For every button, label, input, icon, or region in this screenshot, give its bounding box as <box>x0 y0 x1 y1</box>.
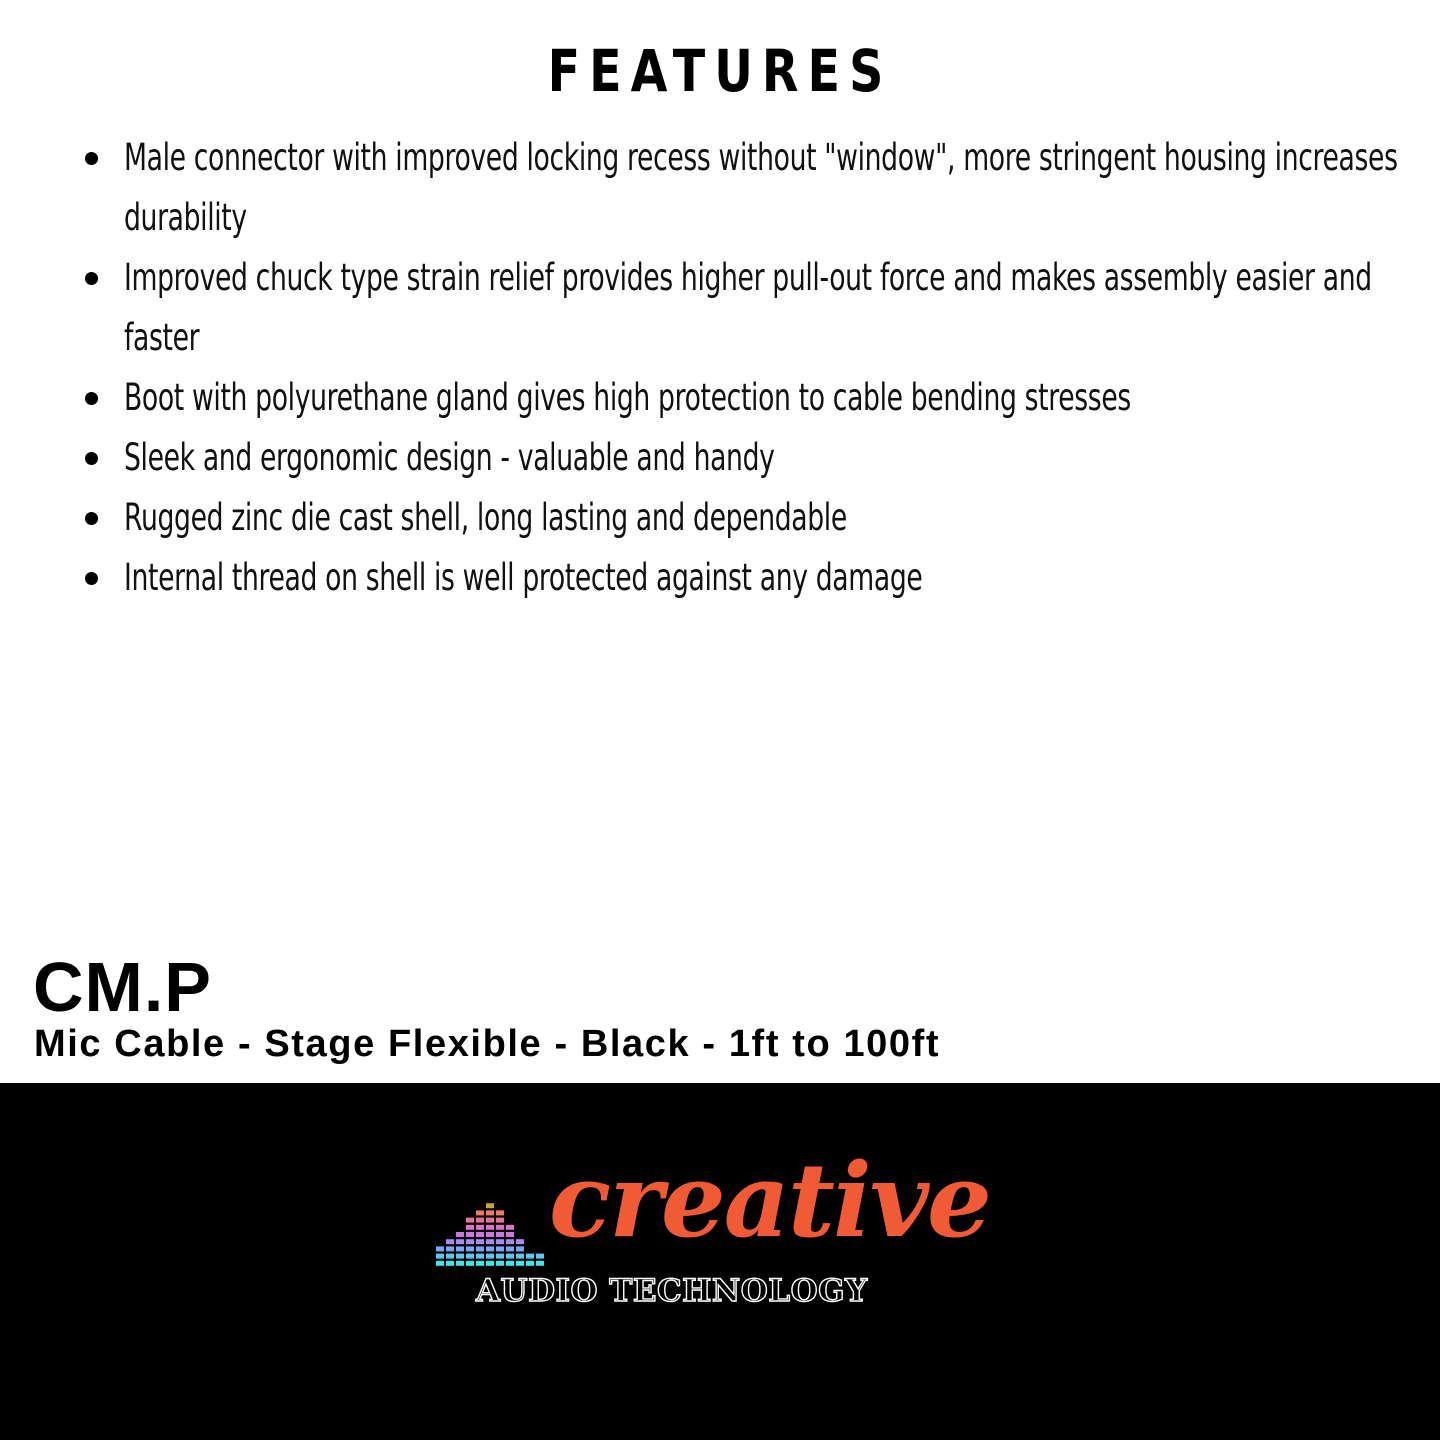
brand-wordmark: creative <box>549 1141 990 1261</box>
bullet-icon <box>85 272 98 285</box>
feature-text: Sleek and ergonomic design - valuable and handy <box>124 436 775 479</box>
list-item <box>80 428 1410 488</box>
feature-text: Rugged zinc die cast shell, long lasting and dependable <box>124 496 847 539</box>
features-list <box>80 128 1410 608</box>
brand-tagline: AUDIO TECHNOLOGY <box>476 1273 868 1309</box>
equalizer-bars-icon <box>436 1190 548 1270</box>
bullet-icon <box>85 392 98 405</box>
list-item <box>80 548 1410 608</box>
list-item <box>80 368 1410 428</box>
feature-text: Male connector with improved locking recess without "window", more stringent housing increases durability <box>124 136 1398 239</box>
features-title: FEATURES <box>547 37 893 105</box>
brand-logo <box>436 1141 1016 1320</box>
feature-text: Internal thread on shell is well protected against any damage <box>124 556 923 599</box>
list-item <box>80 488 1410 548</box>
bullet-icon <box>85 152 98 165</box>
feature-text: Boot with polyurethane gland gives high protection to cable bending stresses <box>124 376 1131 419</box>
list-item <box>80 248 1410 368</box>
bullet-icon <box>85 512 98 525</box>
product-code: CM.P <box>33 948 212 1026</box>
product-description: Mic Cable - Stage Flexible - Black - 1ft to 100ft <box>34 1023 941 1065</box>
list-item <box>80 128 1410 248</box>
feature-text: Improved chuck type strain relief provides higher pull-out force and makes assembly easier and faster <box>124 256 1372 359</box>
bullet-icon <box>85 452 98 465</box>
bullet-icon <box>85 572 98 585</box>
